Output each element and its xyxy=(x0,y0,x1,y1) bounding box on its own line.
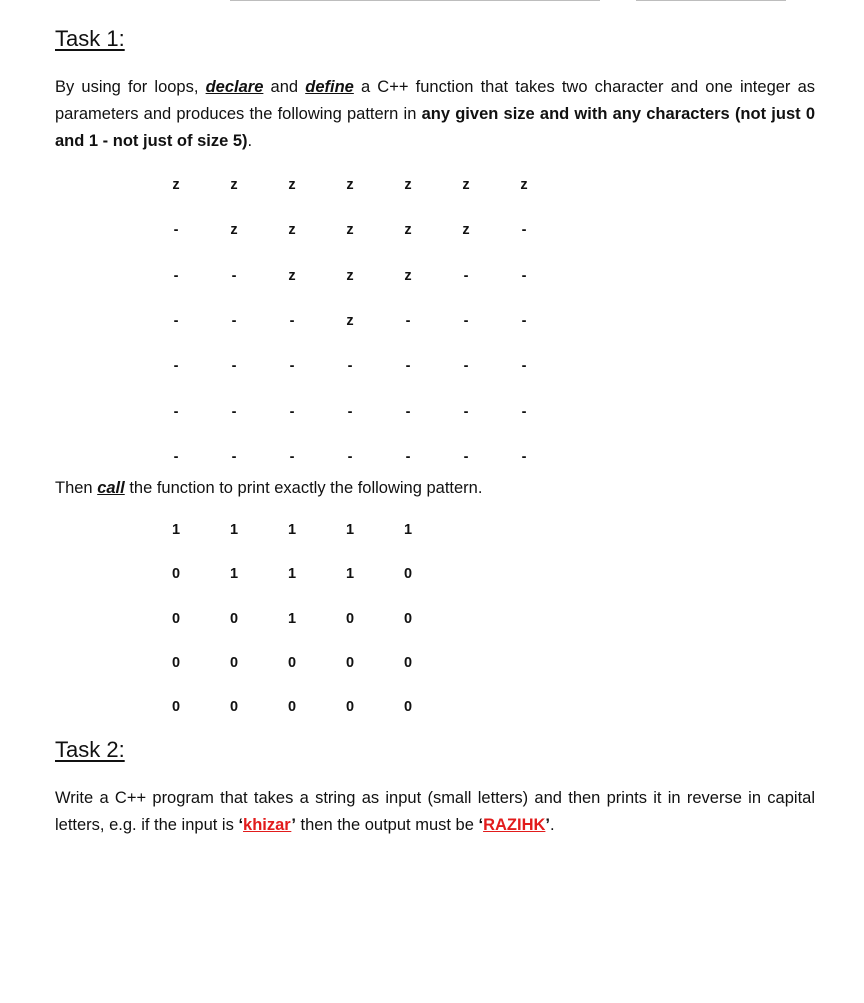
binary-pattern-cell: 0 xyxy=(229,699,239,716)
quote-open: ‘ xyxy=(238,816,244,834)
z-pattern-cell: - xyxy=(405,448,411,465)
any-size-emphasis: any given size and with any characters xyxy=(421,105,730,123)
top-rule-left xyxy=(230,0,600,1)
z-pattern-cell: z xyxy=(230,222,238,239)
task2-period: . xyxy=(550,816,555,834)
z-pattern-cell: - xyxy=(405,312,411,329)
binary-pattern-cell: 0 xyxy=(171,566,181,583)
binary-pattern-cell: 1 xyxy=(345,566,355,583)
binary-pattern-cell: 0 xyxy=(403,610,413,627)
binary-pattern-cell: 1 xyxy=(345,522,355,538)
output-example: RAZIHK xyxy=(483,816,546,834)
z-pattern-cell: - xyxy=(405,403,411,420)
z-pattern-cell: z xyxy=(462,177,470,193)
z-pattern-cell: z xyxy=(462,222,470,239)
binary-pattern-cell: 0 xyxy=(287,699,297,716)
binary-pattern-cell: 0 xyxy=(229,654,239,671)
binary-pattern-cell: 0 xyxy=(403,654,413,671)
binary-pattern-cell: 1 xyxy=(403,522,413,538)
binary-pattern-cell: 1 xyxy=(287,610,297,627)
z-pattern-cell: - xyxy=(173,358,179,375)
binary-pattern-cell: 0 xyxy=(345,610,355,627)
binary-pattern-cell: 0 xyxy=(287,654,297,671)
task2-text xyxy=(55,785,815,839)
then-text-2: the function to print exactly the following pattern. xyxy=(124,479,483,497)
z-pattern-cell: - xyxy=(173,448,179,465)
intro-text-3: a C++ function that takes two character and one integer as parameters and produces the following pattern in xyxy=(55,78,815,123)
z-pattern-cell: - xyxy=(521,267,527,284)
top-rule-right xyxy=(636,0,786,1)
z-pattern-cell: z xyxy=(346,312,354,329)
z-pattern-cell: - xyxy=(231,358,237,375)
task1-heading: Task 1: xyxy=(55,26,125,51)
binary-pattern-cell: 1 xyxy=(171,522,181,538)
z-pattern-cell: - xyxy=(173,312,179,329)
z-pattern-cell: - xyxy=(289,448,295,465)
z-pattern-cell: - xyxy=(173,403,179,420)
z-pattern-cell: - xyxy=(347,403,353,420)
z-pattern-cell: - xyxy=(231,403,237,420)
z-pattern-cell: - xyxy=(521,403,527,420)
z-pattern-cell: - xyxy=(521,448,527,465)
z-pattern-cell: - xyxy=(347,358,353,375)
z-pattern-cell: - xyxy=(463,448,469,465)
binary-pattern-cell: 1 xyxy=(229,522,239,538)
intro-period: . xyxy=(247,132,253,150)
z-pattern-cell: - xyxy=(231,312,237,329)
z-pattern-cell: - xyxy=(289,358,295,375)
z-pattern-cell: - xyxy=(289,403,295,420)
task2-text-1: Write a C++ program that takes a string as input (small letters) and then prints it in reverse in capital letters, e.g. if the input is xyxy=(55,789,815,834)
z-pattern-cell: - xyxy=(463,403,469,420)
z-pattern-cell: z xyxy=(288,267,296,284)
binary-pattern-cell: 1 xyxy=(287,566,297,583)
z-pattern-cell: - xyxy=(463,358,469,375)
z-pattern-cell: - xyxy=(521,312,527,329)
z-pattern-cell: - xyxy=(521,358,527,375)
binary-pattern-cell: 0 xyxy=(171,654,181,671)
define-keyword: define xyxy=(305,78,354,96)
task2-text-2: then the output must be xyxy=(295,816,479,834)
quote-close-2: ’ xyxy=(545,816,550,834)
task1-intro xyxy=(55,74,815,155)
binary-pattern-cell: 1 xyxy=(229,566,239,583)
binary-pattern-cell: 1 xyxy=(287,522,297,538)
task1-then xyxy=(55,475,815,502)
z-pattern-cell: - xyxy=(173,267,179,284)
z-pattern-cell: z xyxy=(346,177,354,193)
binary-pattern-cell: 0 xyxy=(403,566,413,583)
z-pattern-cell: - xyxy=(347,448,353,465)
z-pattern-cell: z xyxy=(230,177,238,193)
binary-pattern-cell: 0 xyxy=(229,610,239,627)
z-pattern-cell: z xyxy=(520,177,528,193)
z-pattern-cell: z xyxy=(172,177,180,193)
quote-close: ’ xyxy=(291,816,296,834)
z-pattern-cell: z xyxy=(346,267,354,284)
z-pattern-cell: z xyxy=(288,177,296,193)
quote-open-2: ‘ xyxy=(478,816,484,834)
z-pattern-cell: z xyxy=(346,222,354,239)
z-pattern-cell: - xyxy=(231,267,237,284)
binary-pattern-cell: 0 xyxy=(171,610,181,627)
binary-pattern-cell: 0 xyxy=(345,654,355,671)
not-just-emphasis: (not just 0 and 1 - not just of size 5) xyxy=(55,105,815,150)
declare-keyword: declare xyxy=(205,78,264,96)
z-pattern-cell: - xyxy=(289,312,295,329)
task2-heading: Task 2: xyxy=(55,737,125,762)
z-pattern-cell: z xyxy=(288,222,296,239)
intro-text-1: By using for loops, xyxy=(55,78,206,96)
z-pattern-cell: z xyxy=(404,267,412,284)
binary-pattern-cell: 0 xyxy=(403,699,413,716)
z-pattern-cell: - xyxy=(521,222,527,239)
z-pattern-cell: - xyxy=(231,448,237,465)
binary-pattern-cell: 0 xyxy=(345,699,355,716)
intro-text-2: and xyxy=(263,78,306,96)
z-pattern-cell: z xyxy=(404,222,412,239)
binary-pattern-cell: 0 xyxy=(171,699,181,716)
call-keyword: call xyxy=(97,479,125,497)
z-pattern-cell: - xyxy=(405,358,411,375)
then-text-1: Then xyxy=(55,479,98,497)
input-example: khizar xyxy=(243,816,292,834)
z-pattern-cell: - xyxy=(463,312,469,329)
z-pattern-cell: z xyxy=(404,177,412,193)
z-pattern-cell: - xyxy=(173,222,179,239)
z-pattern-cell: - xyxy=(463,267,469,284)
